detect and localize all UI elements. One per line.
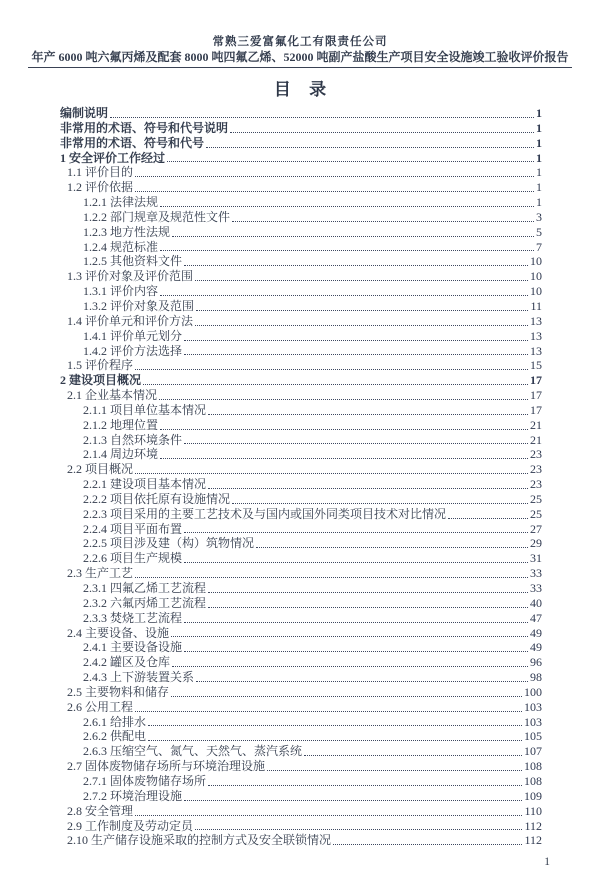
toc-entry-page: 21 (530, 417, 542, 432)
toc-entry (60, 819, 542, 834)
toc-leader-dots (171, 696, 522, 697)
toc-entry (60, 180, 542, 195)
toc-entry-page: 49 (530, 640, 542, 655)
toc-entry-page: 33 (530, 581, 542, 595)
toc-entry (60, 121, 542, 136)
toc-entry (60, 804, 542, 819)
toc-leader-dots (196, 310, 528, 311)
toc-entry (60, 477, 542, 492)
toc-entry-label: 2.4 主要设备、设施 (67, 625, 170, 640)
toc-leader-dots (184, 340, 528, 341)
toc-leader-dots (160, 429, 528, 430)
toc-entry-page: 17 (530, 402, 542, 417)
toc-entry-label: 2.1.2 地理位置 (83, 417, 159, 432)
toc-leader-dots (208, 607, 528, 608)
toc-entry (60, 151, 542, 166)
toc-entry (60, 507, 542, 522)
toc-entry (60, 299, 542, 314)
toc-entry-page: 3 (536, 209, 542, 224)
toc-entry (60, 581, 542, 596)
toc-leader-dots (171, 636, 528, 637)
toc-entry (60, 403, 542, 418)
toc-entry-page: 100 (524, 684, 542, 699)
toc-entry-page: 105 (524, 729, 542, 744)
toc-entry-label: 1.4.2 评价方法选择 (83, 343, 183, 358)
toc-entry (60, 165, 542, 180)
toc-leader-dots (333, 844, 522, 845)
toc-entry-label: 1.2 评价依据 (67, 180, 134, 195)
toc-entry (60, 715, 542, 730)
toc-entry (60, 254, 542, 269)
toc-entry-page: 17 (530, 388, 542, 403)
toc-entry-label: 1.1 评价目的 (67, 165, 134, 180)
toc-entry-label: 1.5 评价程序 (67, 358, 134, 373)
toc-leader-dots (230, 132, 534, 133)
toc-entry-page: 23 (530, 462, 542, 477)
toc-leader-dots (160, 206, 534, 207)
toc-entry-page: 1 (536, 195, 542, 210)
toc-entry-label: 2.3.3 焚烧工艺流程 (83, 610, 183, 625)
toc-entry-label: 2.7 固体废物储存场所与环境治理设施 (67, 759, 266, 774)
toc-entry-label: 1.2.3 地方性法规 (83, 224, 171, 239)
toc-entry-label: 2.4.1 主要设备设施 (83, 640, 183, 655)
toc-entry (60, 106, 542, 121)
toc-entry-label: 2.1.3 自然环境条件 (83, 432, 183, 447)
toc-entry-page: 11 (530, 298, 542, 313)
toc-entry-page: 10 (530, 284, 542, 299)
toc-entry-label: 2.4.3 上下游装置关系 (83, 670, 195, 685)
toc-entry-page: 25 (530, 491, 542, 506)
toc-entry (60, 566, 542, 581)
toc-entry (60, 640, 542, 655)
toc-entry (60, 744, 542, 759)
toc-entry-page: 107 (524, 744, 542, 759)
toc-leader-dots (184, 800, 522, 801)
toc-entry-page: 25 (530, 506, 542, 521)
toc-entry-label: 1.3 评价对象及评价范围 (67, 269, 194, 284)
toc-entry-label: 2.6.1 给排水 (83, 714, 147, 729)
toc-entry-page: 15 (530, 358, 542, 373)
toc-entry (60, 611, 542, 626)
page-header (28, 0, 572, 68)
toc-leader-dots (135, 815, 522, 816)
toc-entry (60, 596, 542, 611)
toc-entry (60, 373, 542, 388)
toc-leader-dots (135, 577, 528, 578)
toc-entry-label: 2.2.5 项目涉及建（构）筑物情况 (83, 536, 255, 551)
toc-entry (60, 388, 542, 403)
toc-entry (60, 344, 542, 359)
toc-entry (60, 240, 542, 255)
toc-entry-page: 21 (530, 432, 542, 447)
toc-entry (60, 492, 542, 507)
toc-entry-label: 2.4.2 罐区及仓库 (83, 655, 171, 670)
toc-leader-dots (184, 622, 528, 623)
toc-entry (60, 418, 542, 433)
toc-leader-dots (184, 265, 528, 266)
toc-entry (60, 433, 542, 448)
footer-page-number: 1 (544, 856, 550, 868)
toc-entry-label: 2 建设项目概况 (60, 373, 142, 388)
toc-entry-page: 31 (530, 551, 542, 566)
toc-entry (60, 358, 542, 373)
toc-leader-dots (208, 414, 528, 415)
toc-entry-page: 110 (524, 803, 542, 818)
toc-entry (60, 670, 542, 685)
toc-entry (60, 626, 542, 641)
toc-entry (60, 655, 542, 670)
toc-entry-page: 1 (536, 106, 542, 120)
toc-leader-dots (256, 547, 528, 548)
toc-entry-page: 5 (536, 224, 542, 239)
toc-leader-dots (148, 740, 522, 741)
toc-entry-label: 1 安全评价工作经过 (60, 150, 166, 165)
toc-leader-dots (232, 221, 534, 222)
toc-leader-dots (208, 592, 528, 593)
toc-entry (60, 136, 542, 151)
toc-leader-dots (160, 295, 528, 296)
toc-entry-label: 2.7.2 环境治理设施 (83, 788, 183, 803)
toc-entry-page: 27 (530, 521, 542, 536)
toc-entry-label: 2.2.2 项目依托原有设施情况 (83, 491, 231, 506)
toc-leader-dots (135, 369, 528, 370)
toc-entry-page: 40 (530, 595, 542, 610)
toc-entry-page: 10 (530, 254, 542, 269)
toc-entry-page: 112 (524, 833, 542, 848)
toc-entry-label: 1.2.5 其他资料文件 (83, 254, 183, 269)
toc-leader-dots (148, 725, 522, 726)
toc-leader-dots (135, 191, 534, 192)
toc-leader-dots (184, 562, 528, 563)
toc-entry (60, 729, 542, 744)
toc-entry-label: 2.6 公用工程 (67, 699, 134, 714)
toc-entry (60, 685, 542, 700)
toc-entry (60, 195, 542, 210)
toc-leader-dots (184, 651, 528, 652)
toc-entry (60, 774, 542, 789)
toc-entry (60, 210, 542, 225)
toc-leader-dots (135, 176, 534, 177)
toc-entry (60, 269, 542, 284)
toc-leader-dots (159, 399, 528, 400)
toc-entry-label: 2.2.1 建设项目基本情况 (83, 477, 207, 492)
toc-leader-dots (135, 473, 528, 474)
toc-leader-dots (195, 325, 528, 326)
toc-entry-label: 2.3 生产工艺 (67, 566, 134, 581)
toc-leader-dots (208, 785, 522, 786)
toc-entry-label: 2.1.4 周边环境 (83, 447, 159, 462)
toc-entry-page: 98 (530, 670, 542, 685)
toc-entry (60, 536, 542, 551)
toc-title: 目 录 (273, 80, 334, 99)
toc-leader-dots (448, 518, 528, 519)
toc-entry-label: 2.10 生产储存设施采取的控制方式及安全联锁情况 (67, 833, 332, 848)
toc-entry-label: 1.2.1 法律法规 (83, 195, 159, 210)
toc-entry-label: 1.3.1 评价内容 (83, 284, 159, 299)
toc-entry-label: 2.7.1 固体废物储存场所 (83, 773, 207, 788)
toc-leader-dots (172, 236, 534, 237)
toc-leader-dots (196, 681, 528, 682)
toc-leader-dots (208, 488, 528, 489)
toc-entry-page: 10 (530, 269, 542, 284)
toc-entry-page: 13 (530, 343, 542, 358)
toc-entry-page: 1 (536, 150, 542, 165)
toc-entry-label: 2.2 项目概况 (67, 462, 134, 477)
toc-entry-page: 108 (524, 759, 542, 774)
toc-entry (60, 284, 542, 299)
header-report-title: 年产 6000 吨六氟丙烯及配套 8000 吨四氟乙烯、52000 吨副产盐酸生产项目安全设施竣工验收评价报告 (31, 50, 569, 64)
toc-leader-dots (160, 250, 534, 251)
toc-entry (60, 700, 542, 715)
toc-entry-label: 编制说明 (60, 106, 109, 120)
toc-leader-dots (172, 666, 528, 667)
toc-leader-dots (160, 458, 528, 459)
toc-entry (60, 225, 542, 240)
toc-entry (60, 789, 542, 804)
toc-entry-page: 29 (530, 536, 542, 551)
toc-entry-page: 23 (530, 477, 542, 492)
toc-entry-label: 1.4.1 评价单元划分 (83, 328, 183, 343)
toc-entry-page: 33 (530, 566, 542, 581)
toc-entry (60, 447, 542, 462)
toc-entry-label: 2.5 主要物料和储存 (67, 684, 170, 699)
toc-leader-dots (232, 503, 528, 504)
toc-entry (60, 833, 542, 848)
toc-entry-label: 2.1.1 项目单位基本情况 (83, 402, 207, 417)
toc-entry-page: 47 (530, 610, 542, 625)
toc-entry-label: 非常用的术语、符号和代号说明 (60, 120, 229, 135)
toc-leader-dots (143, 384, 528, 385)
toc-leader-dots (304, 755, 522, 756)
toc-entry-label: 2.9 工作制度及劳动定员 (67, 818, 194, 833)
toc-entry-label: 2.2.6 项目生产规模 (83, 551, 183, 566)
toc-entry-page: 17 (530, 373, 542, 388)
toc-leader-dots (195, 829, 522, 830)
toc-leader-dots (184, 443, 528, 444)
toc-entry-page: 1 (536, 180, 542, 195)
toc-entry-page: 13 (530, 328, 542, 343)
toc-entry-label: 2.8 安全管理 (67, 803, 134, 818)
toc-leader-dots (110, 117, 534, 118)
toc-entry (60, 329, 542, 344)
toc-entry (60, 522, 542, 537)
toc-entry-page: 103 (524, 699, 542, 714)
toc-leader-dots (206, 147, 534, 148)
toc-entry-page: 23 (530, 447, 542, 462)
toc-leader-dots (167, 161, 534, 162)
toc-entry-page: 112 (524, 818, 542, 833)
toc-entry (60, 314, 542, 329)
toc-entry-page: 103 (524, 714, 542, 729)
toc-entry-label: 1.2.4 规范标准 (83, 239, 159, 254)
toc-entry-page: 1 (536, 165, 542, 180)
toc-entry-label: 1.3.2 评价对象及范围 (83, 298, 195, 313)
toc-entry-page: 13 (530, 313, 542, 328)
toc-entry (60, 551, 542, 566)
toc-entry-page: 7 (536, 239, 542, 254)
toc-entry-label: 2.6.2 供配电 (83, 729, 147, 744)
toc-entry-page: 109 (524, 788, 542, 803)
toc-entry (60, 759, 542, 774)
toc-leader-dots (267, 770, 522, 771)
toc-list (60, 106, 542, 848)
toc-entry-label: 1.2.2 部门规章及规范性文件 (83, 209, 231, 224)
toc-entry (60, 462, 542, 477)
toc-entry-page: 1 (536, 135, 542, 150)
header-company-name: 常熟三爱富氟化工有限责任公司 (212, 36, 388, 48)
toc-leader-dots (135, 711, 522, 712)
toc-entry-page: 1 (536, 120, 542, 135)
toc-entry-label: 2.2.4 项目平面布置 (83, 521, 183, 536)
toc-entry-label: 1.4 评价单元和评价方法 (67, 313, 194, 328)
toc-leader-dots (184, 532, 528, 533)
toc-entry-label: 2.1 企业基本情况 (67, 388, 158, 403)
toc-entry-page: 108 (524, 773, 542, 788)
toc-leader-dots (195, 280, 528, 281)
toc-entry-page: 96 (530, 655, 542, 670)
toc-entry-label: 非常用的术语、符号和代号 (60, 135, 205, 150)
toc-entry-label: 2.3.1 四氟乙烯工艺流程 (83, 581, 207, 595)
toc-entry-page: 49 (530, 625, 542, 640)
toc-leader-dots (184, 354, 528, 355)
toc-entry-label: 2.3.2 六氟丙烯工艺流程 (83, 595, 207, 610)
toc-entry-label: 2.6.3 压缩空气、氮气、天然气、蒸汽系统 (83, 744, 303, 759)
toc-entry-label: 2.2.3 项目采用的主要工艺技术及与国内或国外同类项目技术对比情况 (83, 506, 447, 521)
